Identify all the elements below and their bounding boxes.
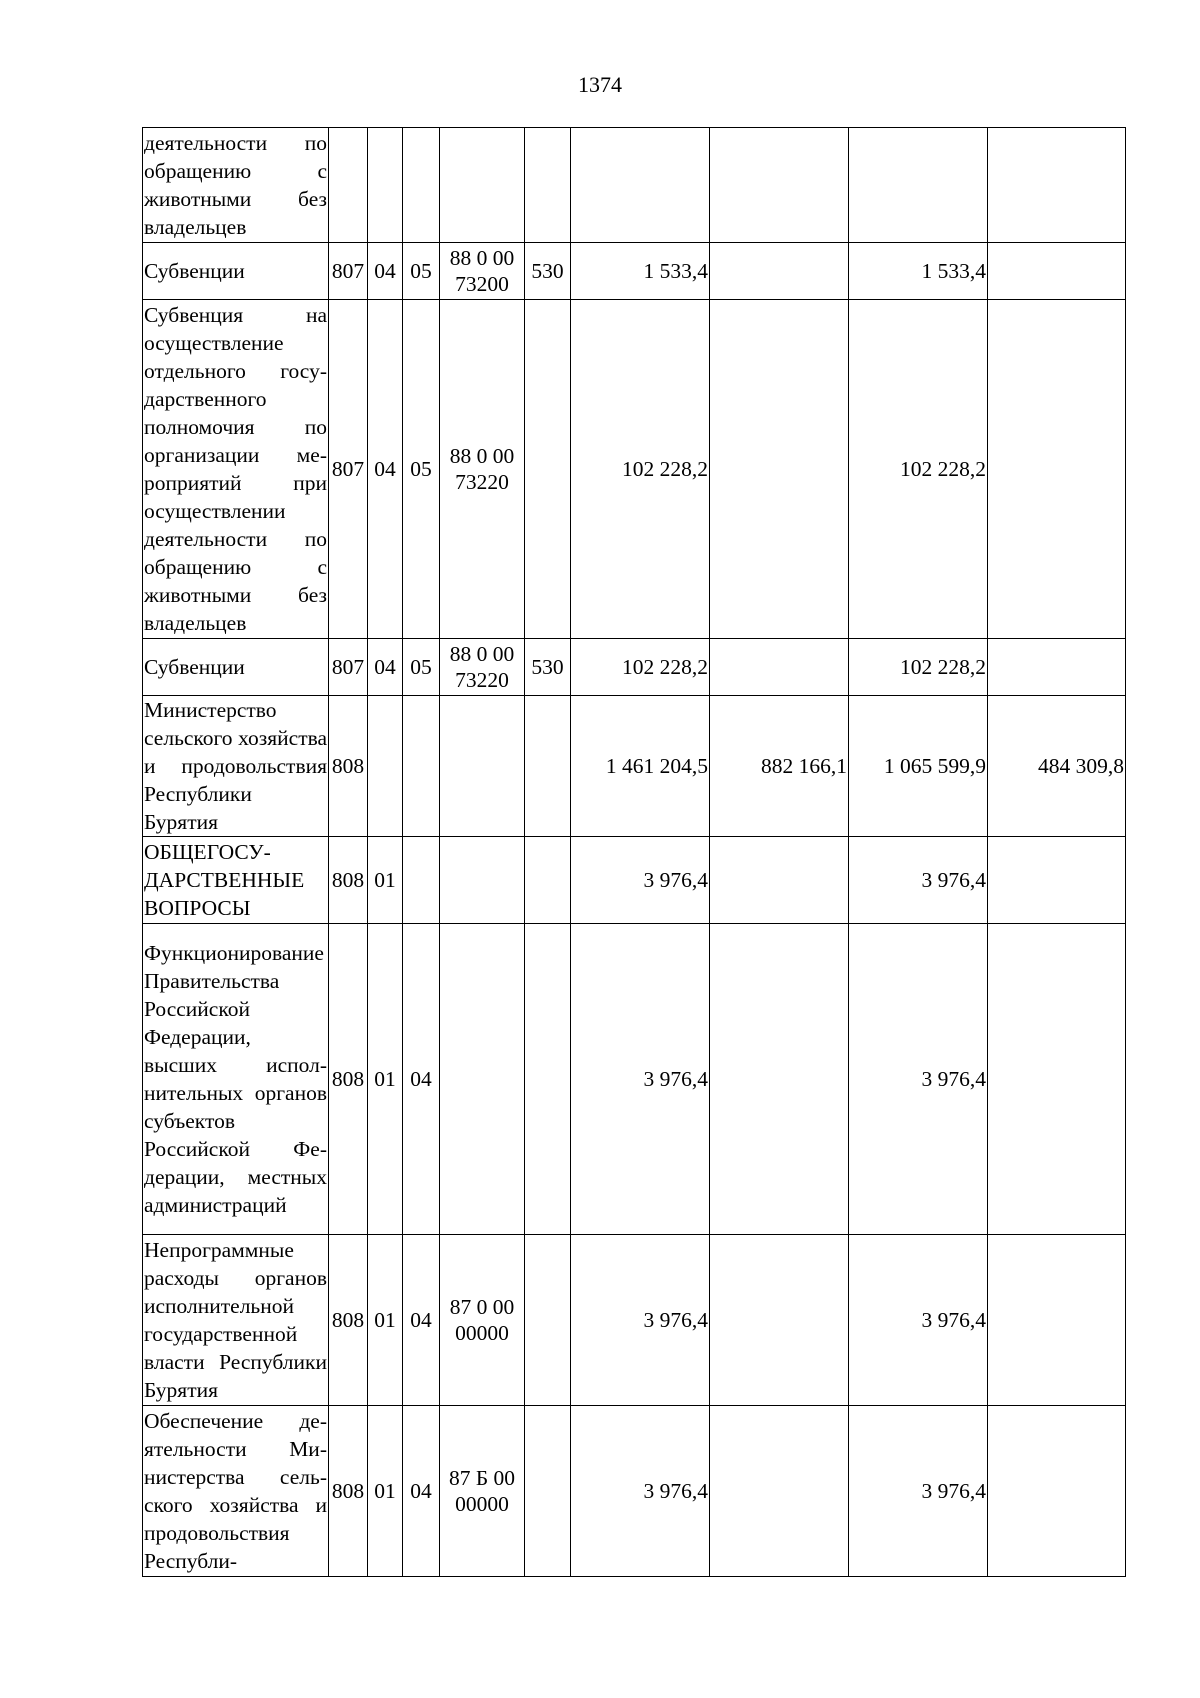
pr-code: 05 [403, 639, 440, 696]
glav-code: 807 [329, 639, 368, 696]
vr-code [525, 696, 571, 837]
glav-code: 808 [329, 837, 368, 924]
vr-code [525, 1235, 571, 1406]
table-row [143, 1406, 1126, 1577]
vr-code [525, 1406, 571, 1577]
vr-code [525, 924, 571, 1235]
csr-code: 88 0 00 73220 [440, 639, 525, 696]
page-number: 1374 [578, 72, 622, 97]
sum-total: 102 228,2 [571, 300, 710, 639]
row-name: деятельности по обращению с животными без владельцев [143, 128, 329, 243]
rz-code [368, 128, 403, 243]
pr-code: 04 [403, 924, 440, 1235]
table-row [143, 128, 1126, 243]
pr-code [403, 837, 440, 924]
glav-code: 807 [329, 243, 368, 300]
sum-col-1: 882 166,1 [710, 696, 849, 837]
sum-col-1 [710, 639, 849, 696]
row-name: Обеспечение деятельности Министерства сельского хозяйства и продовольствия Республи- [143, 1406, 329, 1577]
sum-col-1 [710, 1406, 849, 1577]
sum-col-3 [988, 300, 1126, 639]
sum-col-2: 3 976,4 [849, 1406, 988, 1577]
csr-code: 88 0 00 73220 [440, 300, 525, 639]
row-name: Непрограммные расходы органов исполнительной государственной власти Республики Бурятия [143, 1235, 329, 1406]
rz-code: 04 [368, 243, 403, 300]
sum-col-2: 3 976,4 [849, 837, 988, 924]
sum-col-3 [988, 1406, 1126, 1577]
vr-code [525, 837, 571, 924]
sum-col-1 [710, 128, 849, 243]
glav-code: 808 [329, 924, 368, 1235]
pr-code: 05 [403, 300, 440, 639]
sum-col-2: 3 976,4 [849, 924, 988, 1235]
vr-code [525, 300, 571, 639]
sum-total: 3 976,4 [571, 1235, 710, 1406]
sum-col-3 [988, 924, 1126, 1235]
pr-code: 05 [403, 243, 440, 300]
sum-total: 102 228,2 [571, 639, 710, 696]
sum-col-1 [710, 243, 849, 300]
sum-col-1 [710, 924, 849, 1235]
vr-code [525, 128, 571, 243]
table-row [143, 639, 1126, 696]
table-row [143, 924, 1126, 1235]
glav-code: 808 [329, 1235, 368, 1406]
pr-code: 04 [403, 1235, 440, 1406]
vr-code: 530 [525, 243, 571, 300]
csr-code: 87 0 00 00000 [440, 1235, 525, 1406]
csr-code [440, 837, 525, 924]
row-name: Функционирование Правительства Российской Федерации, высших исполнительных органов субъектов Российской Федерации, местных администраций [143, 924, 329, 1235]
sum-total: 3 976,4 [571, 837, 710, 924]
sum-col-3 [988, 128, 1126, 243]
table-row [143, 243, 1126, 300]
table-row [143, 696, 1126, 837]
rz-code: 01 [368, 837, 403, 924]
budget-table [142, 127, 1126, 1577]
csr-code [440, 696, 525, 837]
sum-total: 1 461 204,5 [571, 696, 710, 837]
glav-code: 808 [329, 696, 368, 837]
sum-col-3 [988, 243, 1126, 300]
csr-code [440, 128, 525, 243]
glav-code [329, 128, 368, 243]
vr-code: 530 [525, 639, 571, 696]
sum-col-1 [710, 837, 849, 924]
table-row [143, 1235, 1126, 1406]
csr-code [440, 924, 525, 1235]
sum-total: 1 533,4 [571, 243, 710, 300]
sum-total [571, 128, 710, 243]
sum-col-1 [710, 300, 849, 639]
sum-col-2: 1 065 599,9 [849, 696, 988, 837]
glav-code: 808 [329, 1406, 368, 1577]
row-name: Субвенции [143, 639, 329, 696]
sum-total: 3 976,4 [571, 1406, 710, 1577]
rz-code [368, 696, 403, 837]
row-name: Субвенция на осуществление отдельного государственного полномочия по организации мероприятий при осуществлении деятельности по обращению с животными без владельцев [143, 300, 329, 639]
rz-code: 04 [368, 639, 403, 696]
glav-code: 807 [329, 300, 368, 639]
sum-col-1 [710, 1235, 849, 1406]
sum-col-2: 3 976,4 [849, 1235, 988, 1406]
row-name: Министерство сельского хозяйства и продовольствия Республики Бурятия [143, 696, 329, 837]
row-name: ОБЩЕГОСУДАРСТВЕННЫЕ ВОПРОСЫ [143, 837, 329, 924]
csr-code: 88 0 00 73200 [440, 243, 525, 300]
row-name: Субвенции [143, 243, 329, 300]
rz-code: 04 [368, 300, 403, 639]
csr-code: 87 Б 00 00000 [440, 1406, 525, 1577]
sum-col-3 [988, 837, 1126, 924]
sum-col-3: 484 309,8 [988, 696, 1126, 837]
sum-col-3 [988, 1235, 1126, 1406]
table-row [143, 837, 1126, 924]
sum-total: 3 976,4 [571, 924, 710, 1235]
sum-col-2: 1 533,4 [849, 243, 988, 300]
sum-col-2: 102 228,2 [849, 300, 988, 639]
table-row [143, 300, 1126, 639]
sum-col-2 [849, 128, 988, 243]
pr-code: 04 [403, 1406, 440, 1577]
rz-code: 01 [368, 1406, 403, 1577]
pr-code [403, 696, 440, 837]
pr-code [403, 128, 440, 243]
rz-code: 01 [368, 1235, 403, 1406]
sum-col-2: 102 228,2 [849, 639, 988, 696]
rz-code: 01 [368, 924, 403, 1235]
sum-col-3 [988, 639, 1126, 696]
